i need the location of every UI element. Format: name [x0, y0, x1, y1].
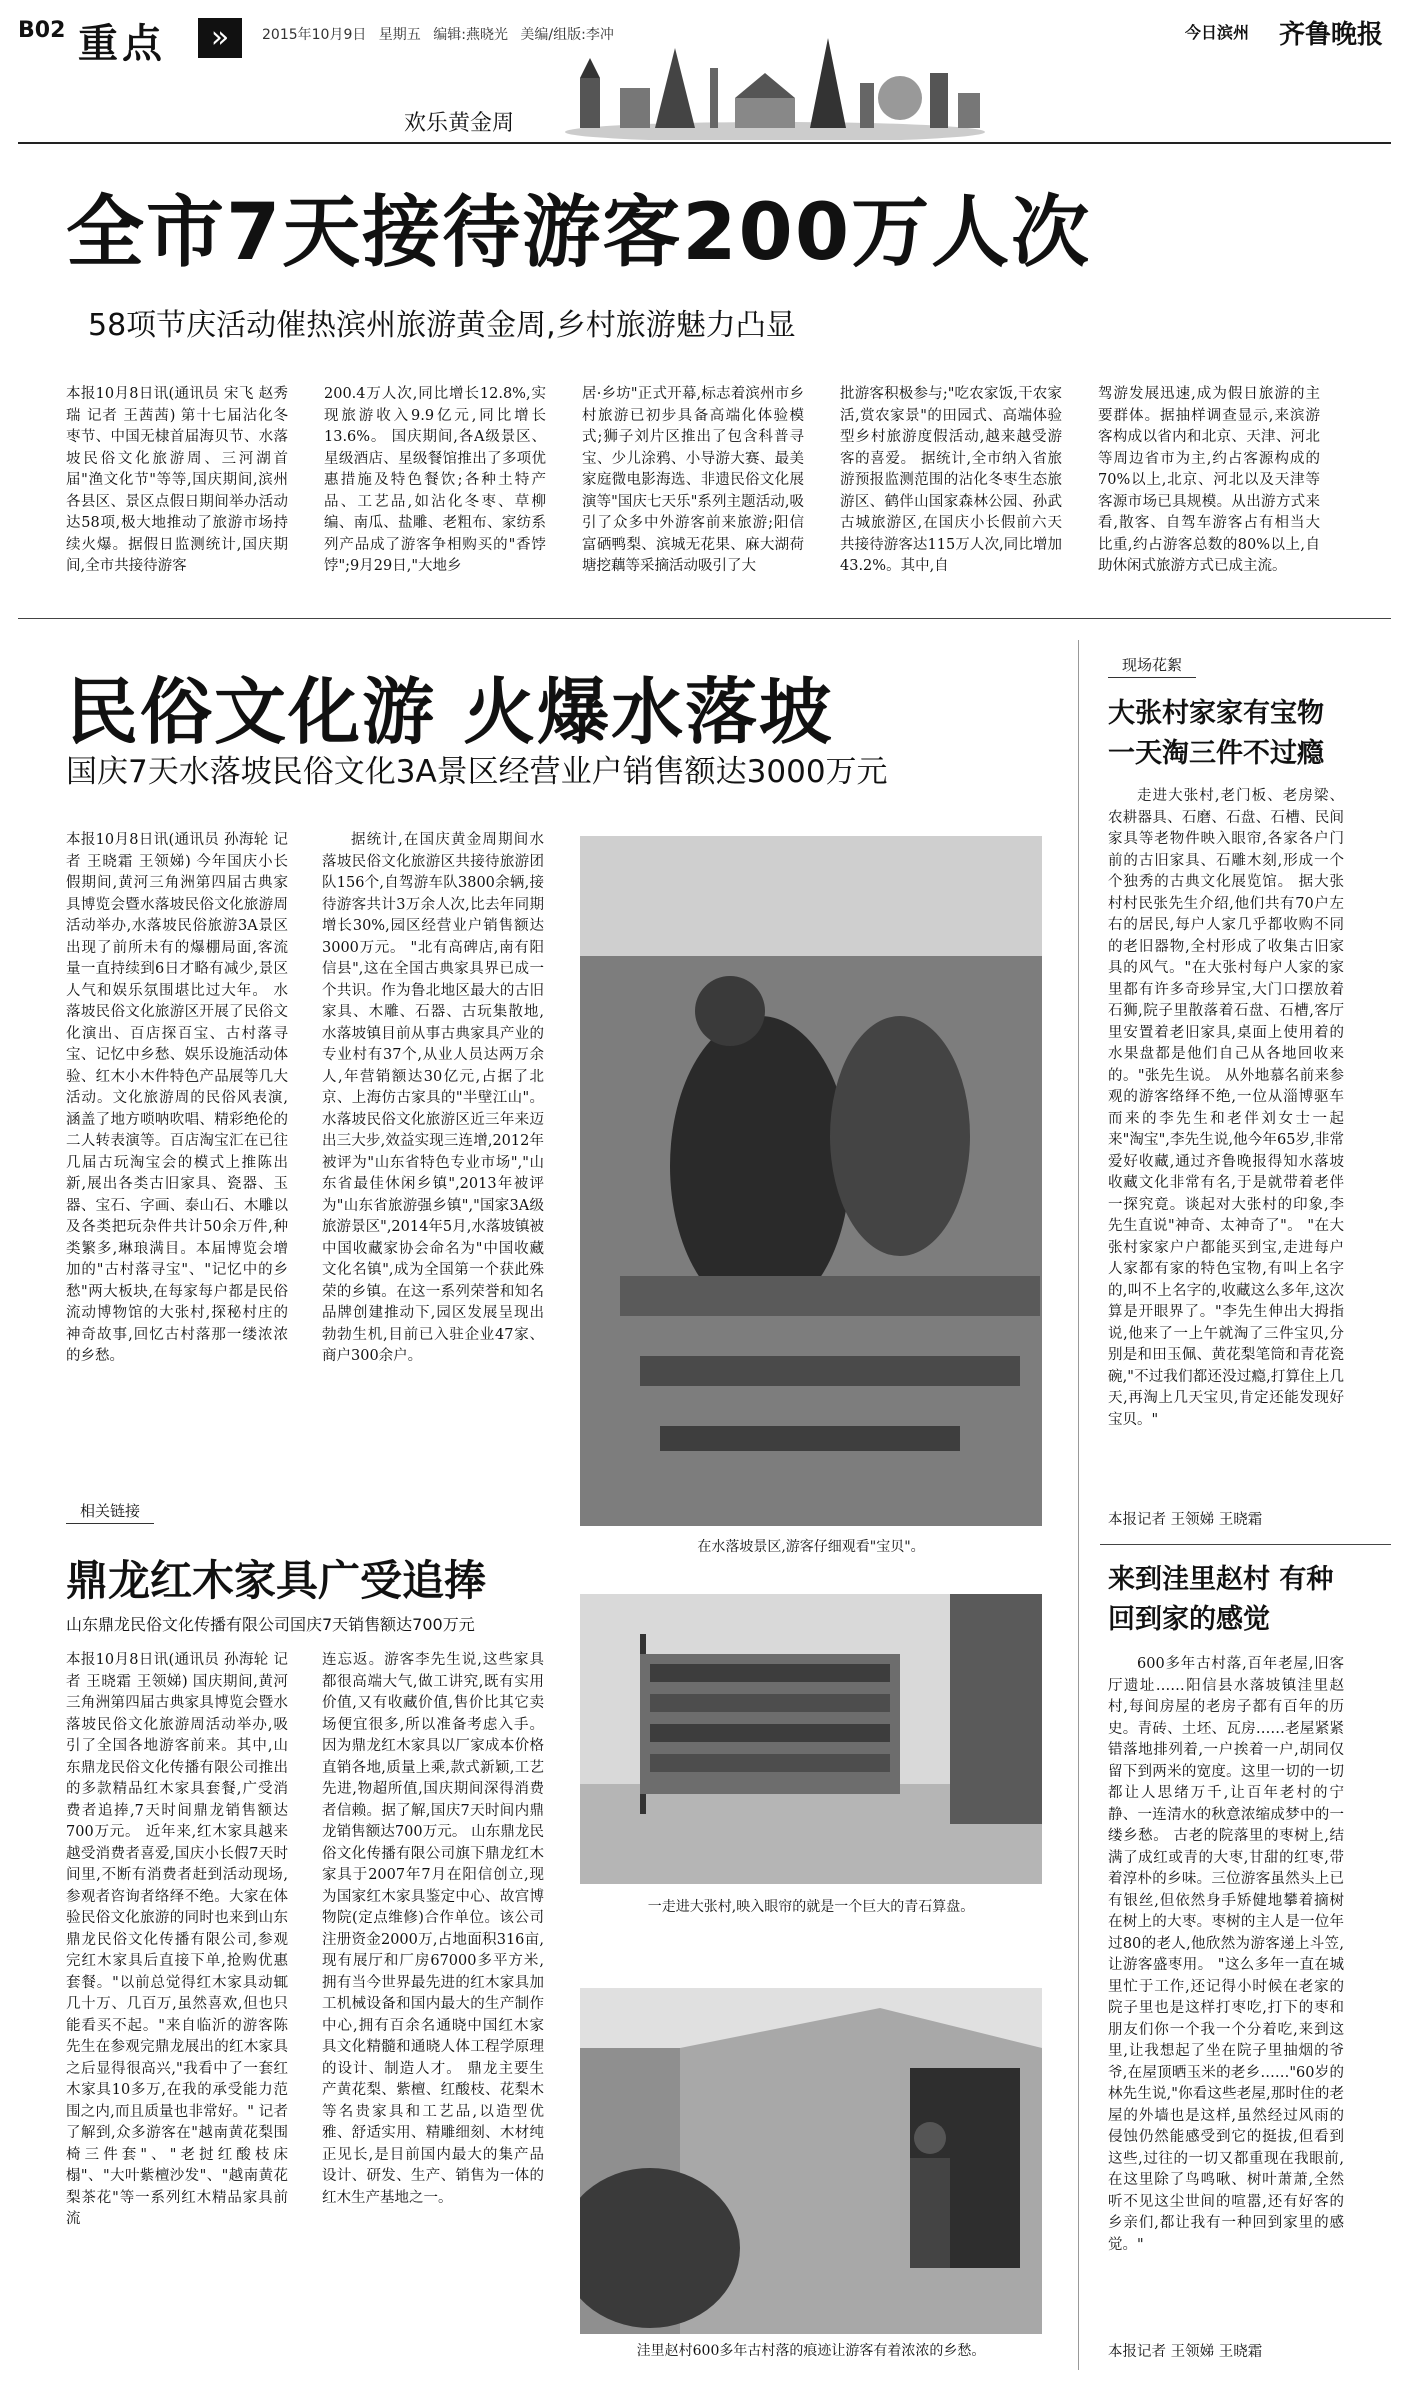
skyline-illustration: [560, 28, 990, 140]
related-col2: 连忘返。游客李先生说,这些家具都很高端大气,做工讲究,既有实用价值,又有收藏价值,售价比其它卖场便宜很多,所以准备考虑入手。因为鼎龙红木家具以厂家成本价格直销各地,质量上乘,款式新颖,工艺先进,物超所值,国庆期间深得消费者信赖。据了解,国庆7天时间内鼎龙销售额达700万元。 山东鼎龙民俗文化传播有限公司旗下鼎龙红木家具于2007年7月在阳信创立,现为国家红木家具鉴定中心、故宫博物院(定点维修)合作单位。该公司注册资金2000万,占地面积316亩,现有展厅和厂房67000多平方米,拥有当今世界最先进的红木家具加工机械设备和国内最大的生产制作中心,拥有百余名通晓中国红木家具文化精髓和通晓人体工程学原理的设计、制造人才。 鼎龙主要生产黄花梨、紫檀、红酸枝、花梨木等名贵家具和工艺品,以造型优雅、舒适实用、精雕细刻、木材纯正见长,是目前国内最大的集产品设计、研发、生产、销售为一体的红木生产基地之一。: [322, 1652, 544, 2206]
paper-prefix: 今日滨州: [1184, 23, 1249, 42]
related-headline: 鼎龙红木家具广受追捧: [66, 1556, 487, 1605]
related-col1: 本报10月8日讯(通讯员 孙海轮 记者 王晓霜 王领娣) 国庆期间,黄河三角洲第四届古典家具博览会暨水落坡民俗文化旅游周活动举办,吸引了全国各地游客前来。其中,山东鼎龙民俗文化传播有限公司推出的多款精品红木家具套餐,广受消费者追捧,7天时间鼎龙销售额达700万元。 近年来,红木家具越来越受消费者喜爱,国庆小长假7天时间里,不断有消费者赶到活动现场,参观者咨询者络绎不绝。大家在体验民俗文化旅游的同时也来到山东鼎龙民俗文化传播有限公司,参观完红木家具后直接下单,抢购优惠套餐。"以前总觉得红木家具动辄几十万、几百万,虽然喜欢,但也只能看买不起。"来自临沂的游客陈先生在参观完鼎龙展出的红木家具之后显得很高兴,"我看中了一套红木家具10多万,在我的承受能力范围之内,而且质量也非常好。" 记者了解到,众多游客在"越南黄花梨围椅三件套"、"老挝红酸枝床榻"、"大叶紫檀沙发"、"越南黄花梨茶花"等一系列红木精品家具前流: [66, 1652, 288, 2227]
story1-col1: 本报10月8日讯(通讯员 宋飞 赵秀瑞 记者 王茜茜) 第十七届沾化冬枣节、中国无棣首届海贝节、水落坡民俗文化旅游周、三河湖首届"渔文化节"等等,国庆期间,滨州各县区、景区点假日期间举办活动达58项,极大地推动了旅游市场持续火爆。据假日监测统计,国庆期间,全市共接待游客: [66, 386, 288, 574]
photo-visitors-browsing: [580, 836, 1042, 1526]
story1-col5: 驾游发展迅速,成为假日旅游的主要群体。据抽样调查显示,来滨游客构成以省内和北京、天津、河北等周边省市为主,约占客源构成的70%以上,北京、河北以及天津等客源市场已具规模。从出游方式来看,散客、自驾车游客占有相当大比重,约占游客总数的80%以上,自助休闲式旅游方式已成主流。: [1098, 386, 1320, 574]
photo3-caption: 洼里赵村600多年古村落的痕迹让游客有着浓浓的乡愁。: [636, 2343, 986, 2359]
chevron-right-icon: »: [198, 18, 242, 58]
paper-name: 齐鲁晚报: [1278, 20, 1383, 50]
story2-col2: 据统计,在国庆黄金周期间水落坡民俗文化旅游区共接待旅游团队156个,自驾游车队3800余辆,接待游客共计3万余人次,比去年同期增长30%,园区经营业户销售额达3000万元。 "北有高碑店,南有阳信县",这在全国古典家具界已成一个共识。作为鲁北地区最大的古旧家具、木雕、石器、古玩集散地,水落坡镇目前从事古典家具产业的专业村有37个,从业人员达两万余人,年营销额达30亿元,占据了北京、上海仿古家具的"半壁江山"。水落坡民俗文化旅游区近三年来迈出三大步,效益实现三连增,2012年被评为"山东省特色专业市场","山东省最佳休闲乡镇",2013年被评为"山东省旅游强乡镇","国家3A级旅游景区",2014年5月,水落坡镇被中国收藏家协会命名为"中国收藏文化名镇",成为全国第一个获此殊荣的乡镇。在这一系列荣誉和知名品牌创建推动下,园区发展呈现出勃勃生机,目前已入驻企业47家、商户300余户。: [322, 832, 544, 1364]
side1-headline: 大张村家家有宝物 一天淘三件不过瘾: [1108, 698, 1324, 769]
photo2-caption: 一走进大张村,映入眼帘的就是一个巨大的青石算盘。: [647, 1899, 975, 1915]
photo-stone-abacus: [580, 1594, 1042, 1884]
story2-col1: 本报10月8日讯(通讯员 孙海轮 记者 王晓霜 王领娣) 今年国庆小长假期间,黄河三角洲第四届古典家具博览会暨水落坡民俗文化旅游周活动举办,水落坡民俗旅游3A景区出现了前所未有的爆棚局面,客流量一直持续到6日才略有减少,景区人气和娱乐氛围堪比过大年。 水落坡民俗文化旅游区开展了民俗文化演出、百店探百宝、古村落寻宝、记忆中乡愁、娱乐设施活动体验、红木小木件特色产品展等几大活动。文化旅游周的民俗风表演,涵盖了地方唢呐吹唱、精彩绝伦的二人转表演等。百店淘宝汇在已往几届古玩淘宝会的模式上推陈出新,展出各类古旧家具、瓷器、玉器、宝石、字画、泰山石、木雕以及各类把玩杂件共计50余万件,种类繁多,琳琅满目。本届博览会增加的"古村落寻宝"、"记忆中的乡愁"两大板块,在每家每户都是民俗流动博物馆的大张村,探秘村庄的神奇故事,回忆古村落那一缕浓浓的乡愁。: [66, 832, 288, 1364]
side2-author: 本报记者 王领娣 王晓霜: [1108, 2344, 1263, 2360]
story1-col2: 200.4万人次,同比增长12.8%,实现旅游收入9.9亿元,同比增长13.6%。 国庆期间,各A级景区、星级酒店、星级餐馆推出了多项优惠措施及特色餐饮;各种土特产品、工艺品,如沾化冬枣、草柳编、南瓜、盐雕、老粗布、家纺系列产品成了游客争相购买的"香饽饽";9月29日,"大地乡: [324, 386, 546, 574]
sub-section-label: 欢乐黄金周: [404, 111, 515, 136]
side2-headline: 来到洼里赵村 有种回到家的感觉: [1108, 1564, 1334, 1635]
story1-bottom-rule: [18, 618, 1391, 619]
photo-old-village: [580, 1988, 1042, 2334]
side1-author: 本报记者 王领娣 王晓霜: [1108, 1512, 1263, 1528]
side1-body: 走进大张村,老门板、老房梁、农耕器具、石磨、石盘、石槽、民间家具等老物件映入眼帘,各家各户门前的古旧家具、石雕木刻,形成一个个独秀的古典文化展览馆。 据大张村村民张先生介绍,他们共有70户左右的居民,每户人家几乎都收购不同的老旧器物,全村形成了收集古旧家具的风气。"在大张村每户人家的家里都有许多奇珍异宝,大门口摆放着石狮,院子里散落着石盘、石槽,客厅里安置着老旧家具,桌面上使用着的水果盘都是他们自己从各地回收来的。"张先生说。 从外地慕名前来参观的游客络绎不绝,一位从淄博驱车而来的李先生和老伴刘女士一起来"淘宝",李先生说,他今年65岁,非常爱好收藏,通过齐鲁晚报得知水落坡收藏文化非常有名,于是就带着老伴一探究竟。谈起对大张村的印象,李先生直说"神奇、太神奇了"。 "在大张村家家户户都能买到宝,走进每户人家都有家的特色宝物,有叫上名字的,叫不上名字的,收藏这么多年,这次算是开眼界了。"李先生伸出大拇指说,他来了一上午就淘了三件宝贝,分别是和田玉佩、黄花梨笔筒和青花瓷碗,"不过我们都还没过瘾,打算住上几天,再淘上几天宝贝,肯定还能发现好宝贝。": [1108, 788, 1344, 1428]
story1-subhead: 58项节庆活动催热滨州旅游黄金周,乡村旅游魅力凸显: [88, 308, 796, 343]
header-rule: [18, 142, 1391, 144]
sidebar-divider: [1078, 640, 1079, 2370]
side1-tag: 现场花絮: [1108, 652, 1196, 678]
photo1-caption: 在水落坡景区,游客仔细观看"宝贝"。: [697, 1539, 925, 1555]
page-number: B02: [18, 18, 66, 43]
story2-headline: 民俗文化游 火爆水落坡: [66, 670, 834, 754]
related-tag: 相关链接: [66, 1498, 154, 1524]
related-subhead: 山东鼎龙民俗文化传播有限公司国庆7天销售额达700万元: [66, 1615, 475, 1634]
story2-subhead: 国庆7天水落坡民俗文化3A景区经营业户销售额达3000万元: [66, 754, 888, 790]
issue-meta: 2015年10月9日 星期五 编辑:燕晓光 美编/组版:李冲: [262, 27, 614, 43]
story1-col4: 批游客积极参与;"吃农家饭,干农家活,赏农家景"的田园式、高端体验型乡村旅游度假活动,越来越受游客的喜爱。 据统计,全市纳入省旅游预报监测范围的沾化冬枣生态旅游区、鹤伴山国家森林公园、孙武古城旅游区,在国庆小长假前六天共接待游客达115万人次,同比增加43.2%。其中,自: [840, 386, 1062, 574]
story1-headline: 全市7天接待游客200万人次: [66, 188, 1092, 278]
section-title: 重点: [78, 21, 166, 67]
side-separator: [1100, 1544, 1391, 1545]
story1-col3: 居·乡坊"正式开幕,标志着滨州市乡村旅游已初步具备高端化体验模式;狮子刘片区推出了包含科普寻宝、少儿涂鸦、小导游大赛、最美家庭微电影海选、非遗民俗文化展演等"国庆七天乐"系列主题活动,吸引了众多中外游客前来旅游;阳信富硒鸭梨、滨城无花果、麻大湖荷塘挖藕等采摘活动吸引了大: [582, 386, 804, 574]
side2-body: 600多年古村落,百年老屋,旧客厅遗址……阳信县水落坡镇洼里赵村,每间房屋的老房子都有百年的历史。青砖、土坯、瓦房……老屋紧紧错落地排列着,一户挨着一户,胡同仅留下到两米的宽度。这里一切的一切都让人思绪万千,让百年老村的宁静、一连清水的秋意浓缩成梦中的一缕乡愁。 古老的院落里的枣树上,结满了成红或青的大枣,甘甜的红枣,带着淳朴的乡味。三位游客虽然头上已有银丝,但依然身手矫健地攀着摘树在树上的大枣。枣树的主人是一位年过80的老人,他欣然为游客递上斗笠,让游客盛枣用。 "这么多年一直在城里忙于工作,还记得小时候在老家的院子里也是这样打枣吃,打下的枣和朋友们你一个我一个分着吃,来到这里,让我想起了坐在院子里抽烟的爷爷,在屋顶晒玉米的老乡……"60岁的林先生说,"你看这些老屋,那时住的老屋的外墙也是这样,虽然经过风雨的侵蚀仍然能感受到它的挺拔,但看到这些,过往的一切又都重现在我眼前,在这里除了鸟鸣啾、树叶萧萧,全然听不见这尘世间的喧嚣,还有好客的乡亲们,都让我有一种回到家里的感觉。": [1108, 1656, 1344, 2253]
